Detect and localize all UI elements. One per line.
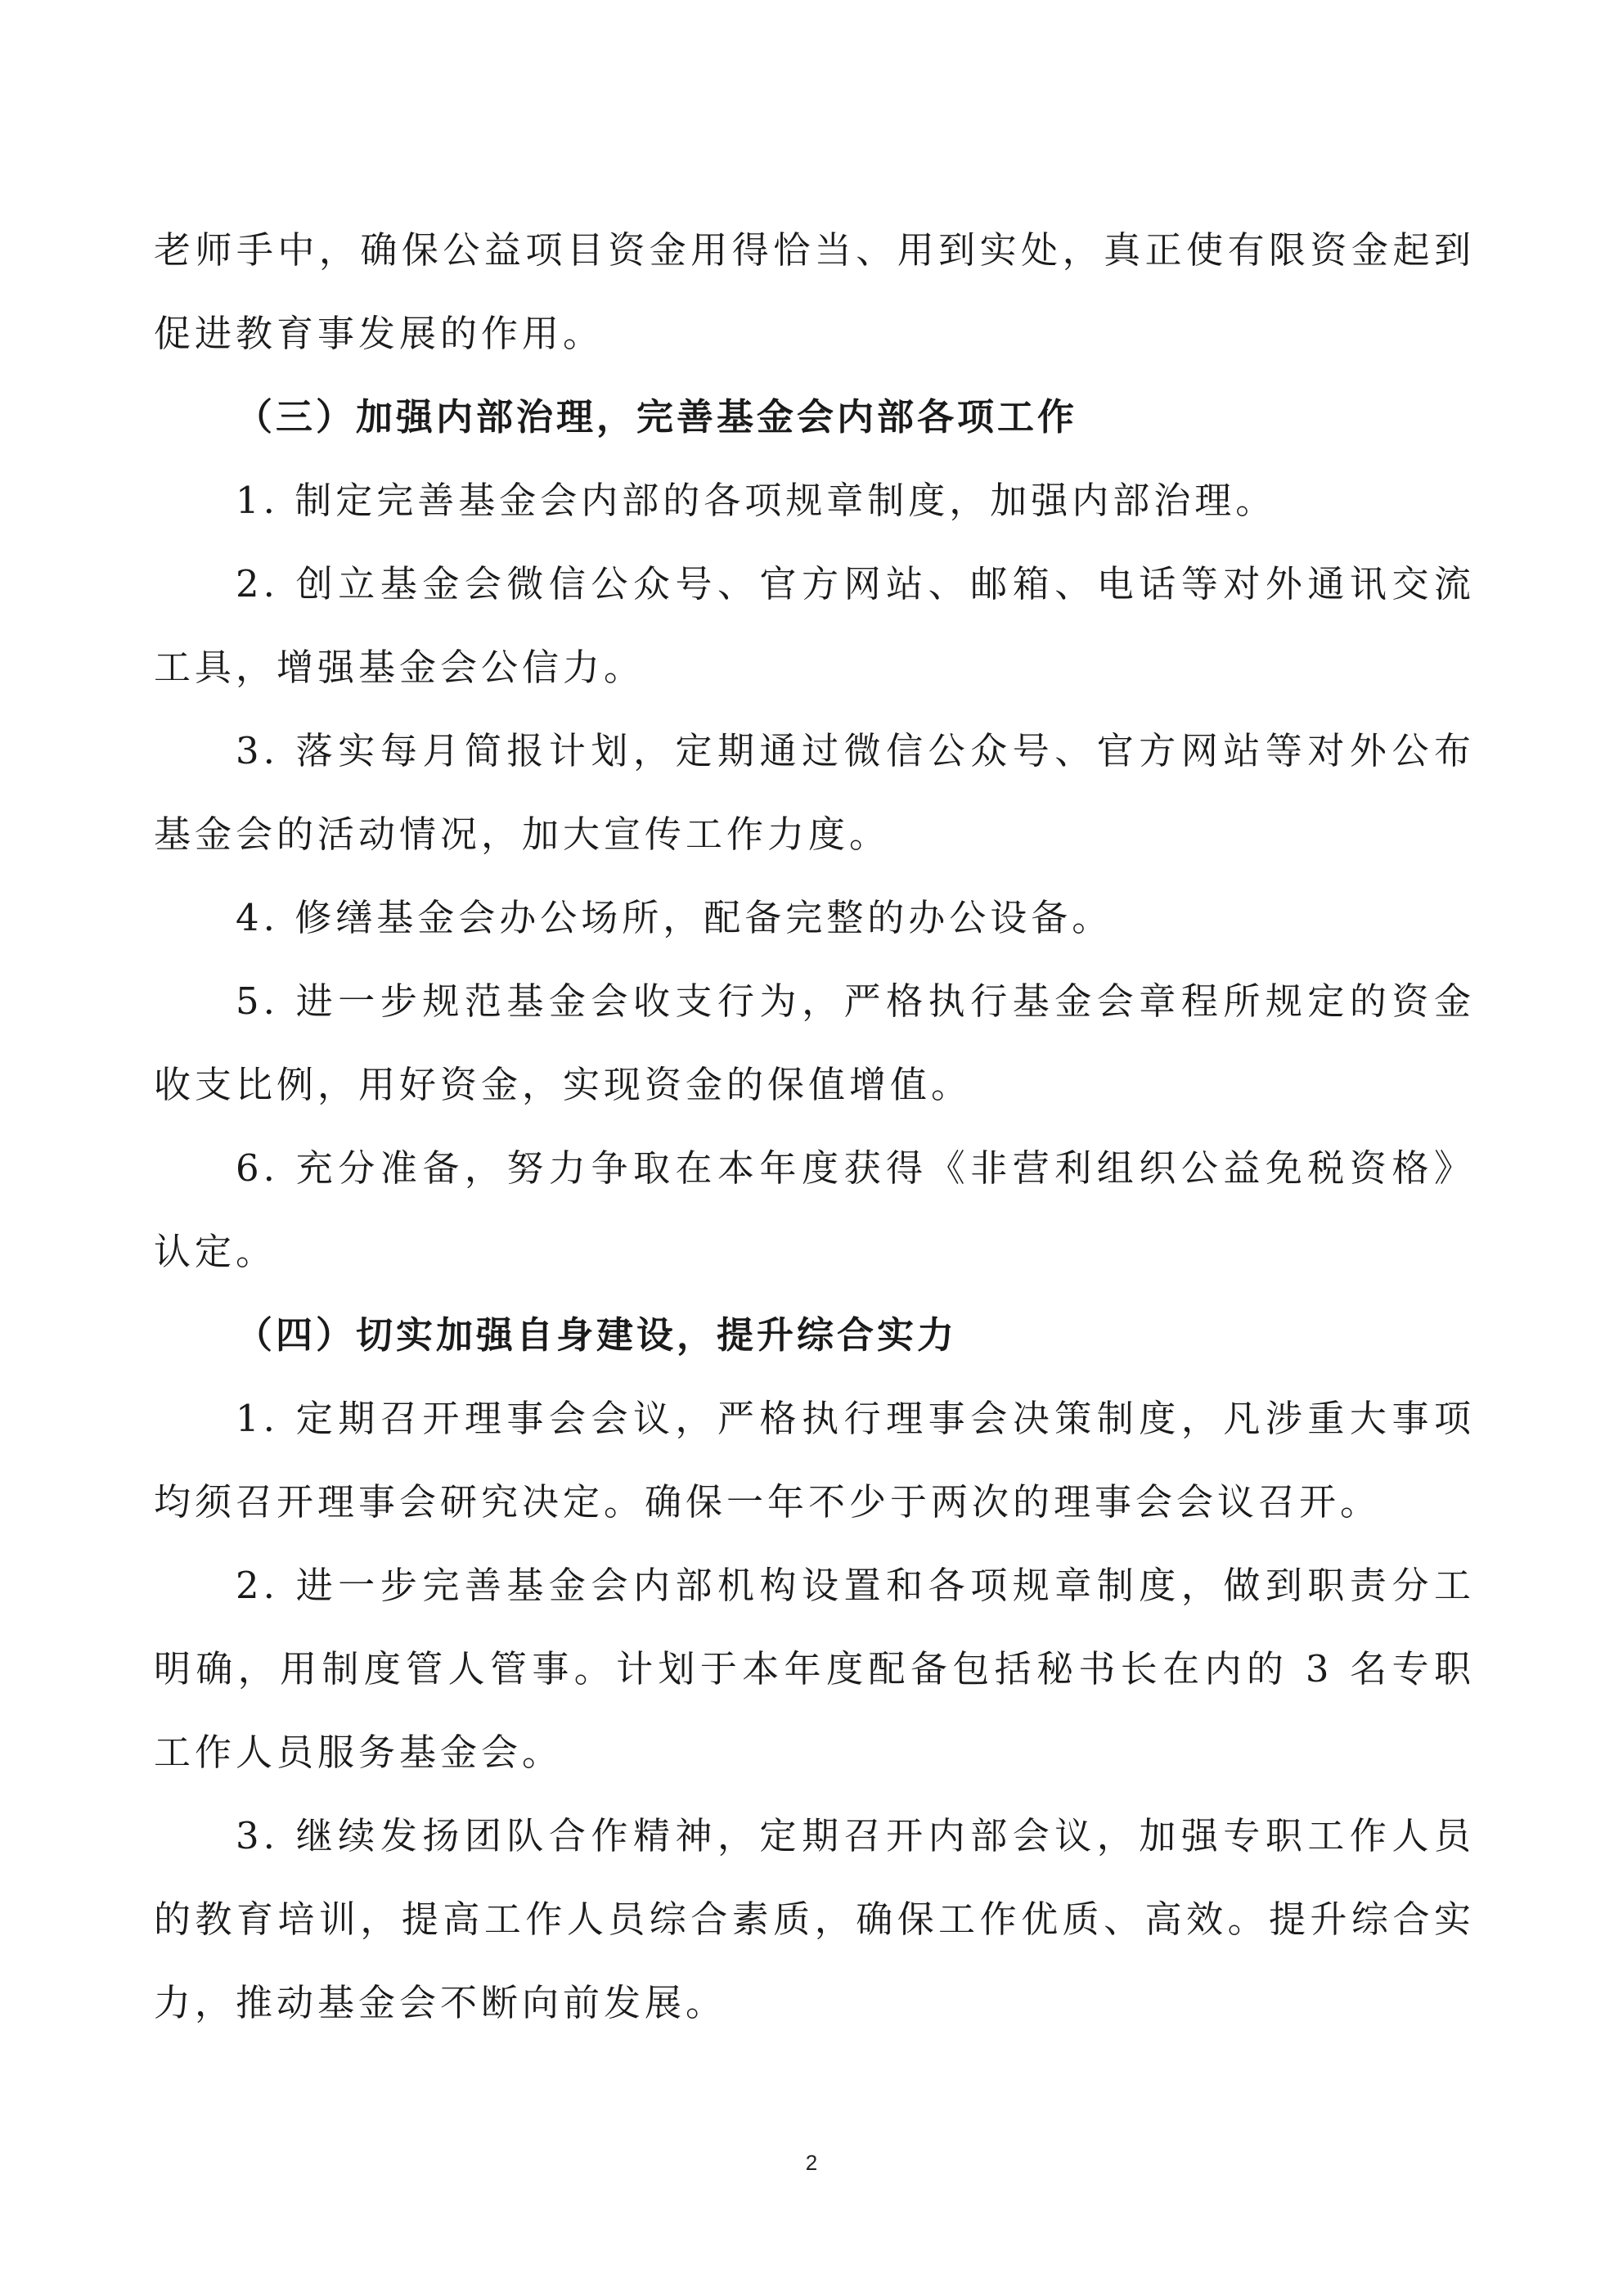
page-number: 2	[805, 2150, 818, 2175]
section-3-item-1: 1. 制定完善基金会内部的各项规章制度，加强内部治理。	[236, 479, 1277, 522]
section-3-item-2: 2. 创立基金会微信公众号、官方网站、邮箱、电话等对外通讯交流工具，增强基金会公信力。	[154, 562, 1475, 689]
section-4-item-3: 3. 继续发扬团队合作精神，定期召开内部会议，加强专职工作人员的教育培训，提高工作人员综合素质，确保工作优质、高效。提升综合实力，推动基金会不断向前发展。	[154, 1814, 1475, 2024]
section-3-item-3: 3. 落实每月简报计划，定期通过微信公众号、官方网站等对外公布基金会的活动情况，加大宣传工作力度。	[154, 729, 1475, 856]
document-body	[154, 209, 1475, 2045]
section-4-heading: （四）切实加强自身建设，提升综合实力	[236, 1313, 958, 1357]
section-3-item-5: 5. 进一步规范基金会收支行为，严格执行基金会章程所规定的资金收支比例，用好资金，实现资金的保值增值。	[154, 979, 1475, 1106]
section-4-item-1: 1. 定期召开理事会会议，严格执行理事会决策制度，凡涉重大事项均须召开理事会研究决定。确保一年不少于两次的理事会会议召开。	[154, 1397, 1475, 1524]
section-3-heading: （三）加强内部治理，完善基金会内部各项工作	[236, 395, 1078, 439]
section-3-item-6: 6. 充分准备，努力争取在本年度获得《非营利组织公益免税资格》认定。	[154, 1146, 1475, 1273]
section-3-item-4: 4. 修缮基金会办公场所，配备完整的办公设备。	[236, 896, 1113, 939]
intro-paragraph: 老师手中，确保公益项目资金用得恰当、用到实处，真正使有限资金起到促进教育事发展的作用。	[154, 228, 1475, 355]
section-4-item-2: 2. 进一步完善基金会内部机构设置和各项规章制度，做到职责分工明确，用制度管人管事。计划于本年度配备包括秘书长在内的 3 名专职工作人员服务基金会。	[154, 1564, 1475, 1774]
